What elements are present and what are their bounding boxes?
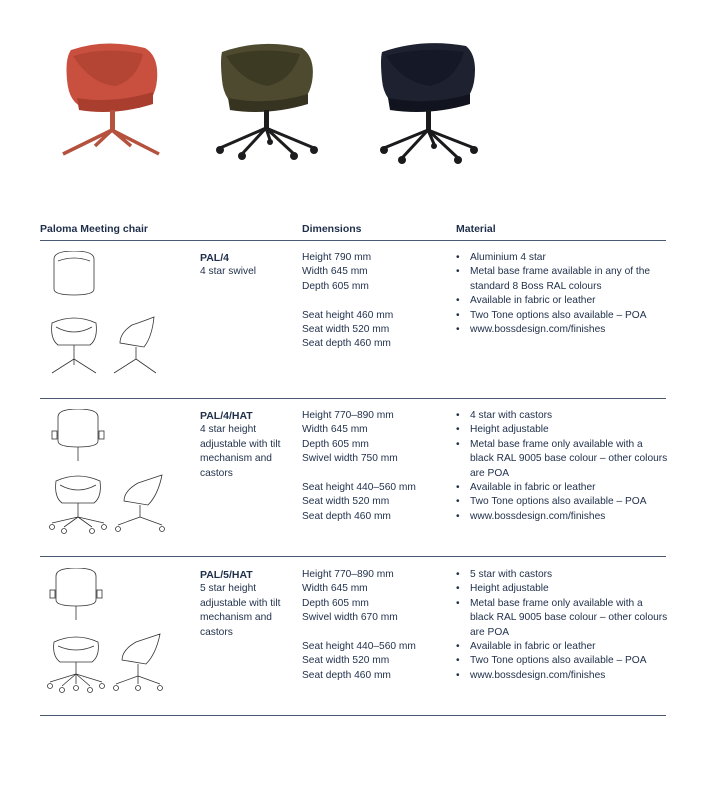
product-header: Paloma Meeting chair: [40, 223, 148, 235]
material-item: • Height adjustable: [456, 582, 668, 596]
dimension-item: Swivel width 670 mm: [302, 612, 398, 624]
dimensions-list: [302, 568, 442, 683]
dimension-item: Depth 605 mm: [302, 597, 369, 609]
navy-chair-photo: [374, 40, 489, 165]
row-divider: [40, 715, 666, 716]
material-header: Material: [456, 223, 496, 235]
row-divider: [40, 398, 666, 399]
material-item: • Two Tone options also available – POA: [456, 495, 668, 509]
material-item[interactable]: • www.bossdesign.com/finishes: [456, 669, 668, 683]
material-list: [456, 251, 668, 337]
dimension-item: Seat depth 460 mm: [302, 338, 391, 350]
product-description: 4 star height adjustable with tilt mechanism and castors: [200, 424, 281, 479]
dimension-item: Seat width 520 mm: [302, 324, 390, 336]
material-item[interactable]: • www.bossdesign.com/finishes: [456, 323, 668, 337]
olive-chair-photo: [212, 40, 327, 160]
dimension-item: Width 645 mm: [302, 424, 368, 436]
dimensions-list: [302, 251, 442, 352]
dimension-item: Height 770–890 mm: [302, 410, 394, 421]
material-item: • Metal base frame only available with a black RAL 9005 base colour – other colours are POA: [456, 597, 668, 640]
product-description: 5 star height adjustable with tilt mechanism and castors: [200, 583, 281, 638]
dimension-item: Width 645 mm: [302, 266, 368, 278]
material-item: • 4 star with castors: [456, 409, 668, 423]
dimension-item: Depth 605 mm: [302, 438, 369, 450]
material-item: • Two Tone options also available – POA: [456, 654, 668, 668]
material-item: • Available in fabric or leather: [456, 640, 668, 654]
material-item[interactable]: • www.bossdesign.com/finishes: [456, 510, 668, 524]
header-divider: [40, 240, 666, 241]
dimension-item: Swivel width 750 mm: [302, 453, 398, 465]
dimension-item: Seat height 460 mm: [302, 309, 394, 321]
dimension-item: Seat depth 460 mm: [302, 669, 391, 681]
pal4hat-technical-drawing: [44, 409, 170, 537]
dimension-item: Seat height 440–560 mm: [302, 482, 416, 494]
material-list: [456, 409, 668, 524]
dimension-item: Seat depth 460 mm: [302, 510, 391, 522]
material-item: • 5 star with castors: [456, 568, 668, 582]
row-divider: [40, 556, 666, 557]
red-chair-photo: [55, 40, 170, 160]
material-item: • Two Tone options also available – POA: [456, 309, 668, 323]
material-item: • Metal base frame available in any of the standard 8 Boss RAL colours: [456, 265, 668, 294]
dimensions-list: [302, 409, 442, 524]
dimensions-header: Dimensions: [302, 223, 362, 235]
product-code: PAL/5/HAT: [200, 569, 253, 581]
dimension-item: Seat width 520 mm: [302, 655, 390, 667]
product-description: 4 star swivel: [200, 266, 257, 278]
product-code: PAL/4: [200, 252, 229, 264]
dimension-item: Width 645 mm: [302, 583, 368, 595]
pal4-technical-drawing: [44, 251, 164, 379]
product-code: PAL/4/HAT: [200, 410, 253, 422]
material-item: • Aluminium 4 star: [456, 251, 668, 265]
dimension-item: Depth 605 mm: [302, 280, 369, 292]
material-list: [456, 568, 668, 683]
material-item: • Available in fabric or leather: [456, 294, 668, 308]
material-item: • Height adjustable: [456, 423, 668, 437]
product-hero: [0, 0, 702, 215]
dimension-item: Height 790 mm: [302, 252, 372, 263]
material-item: • Metal base frame only available with a black RAL 9005 base colour – other colours are POA: [456, 438, 668, 481]
dimension-item: Height 770–890 mm: [302, 569, 394, 580]
dimension-item: Seat height 440–560 mm: [302, 641, 416, 653]
pal5hat-technical-drawing: [44, 568, 170, 696]
dimension-item: Seat width 520 mm: [302, 496, 390, 508]
material-item: • Available in fabric or leather: [456, 481, 668, 495]
